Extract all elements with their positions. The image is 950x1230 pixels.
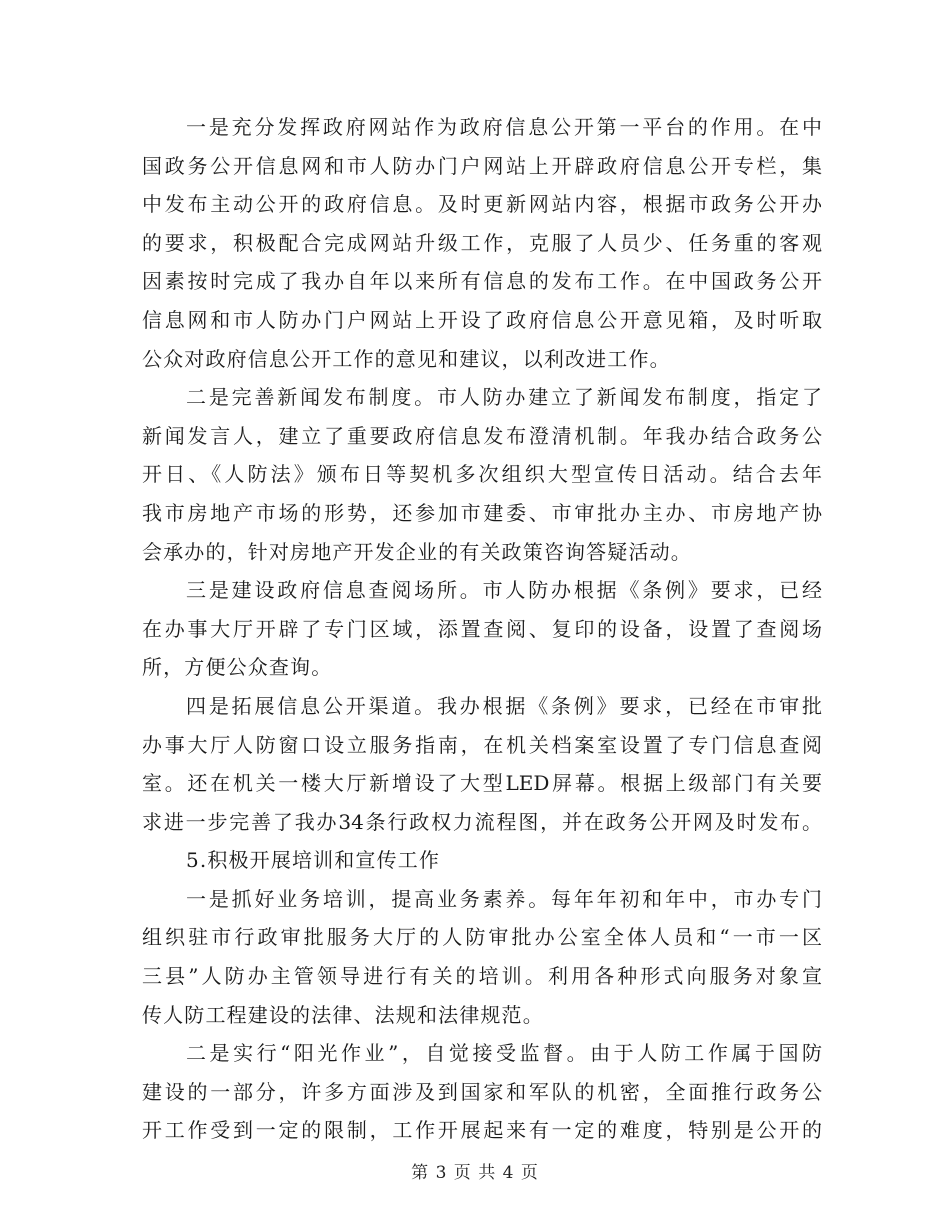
text-line: 一是充分发挥政府网站作为政府信息公开第一平台的作用。在中 — [186, 115, 822, 139]
text-line: 建设的一部分，许多方面涉及到国家和军队的机密，全面推行政务公 — [142, 1079, 822, 1104]
text-line: 我市房地产市场的形势，还参加市建委、市审批办主办、市房地产协 — [142, 500, 822, 525]
text-line: 会承办的，针对房地产开发企业的有关政策咨询答疑活动。 — [142, 539, 692, 564]
text-line: 室。还在机关一楼大厅新增设了大型LED屏幕。根据上级部门有关要 — [142, 771, 822, 796]
text-line: 二是完善新闻发布制度。市人防办建立了新闻发布制度，指定了 — [186, 385, 822, 410]
text-line: 开日、《人防法》颁布日等契机多次组织大型宣传日活动。结合去年 — [142, 462, 822, 487]
text-line: 因素按时完成了我办自年以来所有信息的发布工作。在中国政务公开 — [142, 269, 822, 294]
text-line: 5.积极开展培训和宣传工作 — [186, 848, 441, 873]
text-line: 所，方便公众查询。 — [142, 655, 333, 680]
text-line: 三县”人防办主管领导进行有关的培训。利用各种形式向服务对象宣 — [142, 964, 822, 989]
text-line: 中发布主动公开的政府信息。及时更新网站内容，根据市政务公开办 — [142, 192, 822, 217]
text-line: 公众对政府信息公开工作的意见和建议，以利改进工作。 — [142, 346, 671, 371]
text-line: 信息网和市人防办门户网站上开设了政府信息公开意见箱，及时听取 — [142, 307, 822, 332]
text-line: 国政务公开信息网和市人防办门户网站上开辟政府信息公开专栏，集 — [142, 153, 822, 178]
document-body — [142, 108, 822, 1150]
text-line: 传人防工程建设的法律、法规和法律规范。 — [142, 1002, 544, 1027]
text-line: 办事大厅人防窗口设立服务指南，在机关档案室设置了专门信息查阅 — [142, 732, 822, 757]
page-footer: 第 3 页 共 4 页 — [411, 1163, 539, 1183]
text-line: 新闻发言人，建立了重要政府信息发布澄清机制。年我办结合政务公 — [142, 423, 822, 448]
text-line: 二是实行“阳光作业”，自觉接受监督。由于人防工作属于国防 — [186, 1041, 822, 1066]
text-line: 开工作受到一定的限制，工作开展起来有一定的难度，特别是公开的 — [142, 1118, 822, 1143]
text-line: 在办事大厅开辟了专门区域，添置查阅、复印的设备，设置了查阅场 — [142, 616, 822, 641]
text-line: 的要求，积极配合完成网站升级工作，克服了人员少、任务重的客观 — [142, 230, 822, 255]
text-line: 组织驻市行政审批服务大厅的人防审批办公室全体人员和“一市一区 — [142, 925, 822, 950]
text-line: 四是拓展信息公开渠道。我办根据《条例》要求，已经在市审批 — [186, 693, 822, 718]
text-line: 求进一步完善了我办34条行政权力流程图，并在政务公开网及时发布。 — [142, 809, 822, 834]
text-line: 一是抓好业务培训，提高业务素养。每年年初和年中，市办专门 — [186, 886, 822, 911]
text-line: 三是建设政府信息查阅场所。市人防办根据《条例》要求，已经 — [186, 578, 822, 603]
